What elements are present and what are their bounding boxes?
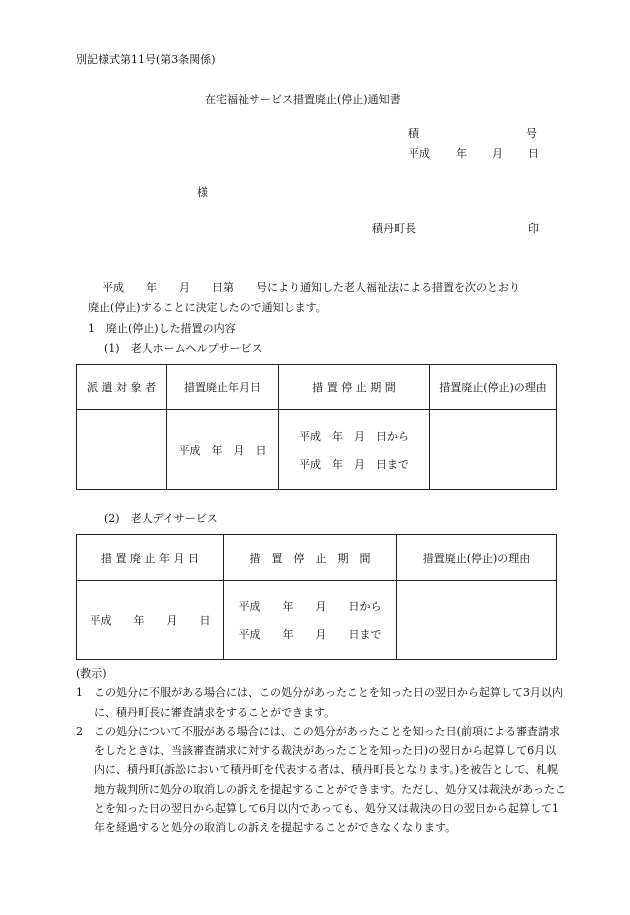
notice-paragraph-line2: 廃止(停止)することに決定したので通知します。: [88, 301, 327, 314]
date-day: 日: [528, 147, 539, 160]
header-abolition-date: 措置廃止年月日: [167, 365, 279, 410]
instruction-number: 1: [76, 686, 83, 700]
period-from: 平成 年 月 日から: [238, 600, 382, 613]
instruction-text: この処分に不服がある場合には、この処分があったことを知った日の翌日から起算して3月以内に、積丹町長に審査請求をすることができます。: [94, 686, 563, 719]
number-suffix: 号: [526, 127, 537, 140]
notice-paragraph-line1: 平成 年 月 日第 号により通知した老人福祉法による措置を次のとおり: [102, 281, 520, 294]
abolition-date-cell: 平成 年 月 日: [77, 581, 224, 660]
section-heading: 1 廃止(停止)した措置の内容: [88, 322, 236, 335]
number-prefix: 積: [408, 127, 419, 140]
abolition-date-cell: 平成 年 月 日: [167, 410, 279, 490]
instruction-item: [76, 683, 566, 722]
period-to: 平成 年 月 日まで: [238, 628, 382, 641]
header-suspension-period: 措 置 停 止 期 間: [279, 365, 430, 410]
header-reason: 措置廃止(停止)の理由: [397, 535, 557, 581]
header-dispatch-target: 派 遣 対 象 者: [77, 365, 167, 410]
header-suspension-period: 措 置 停 止 期 間: [224, 535, 397, 581]
table-homehelp: [76, 364, 557, 490]
table-header-row: [77, 365, 557, 410]
seal-mark: 印: [528, 222, 539, 235]
subsection-dayservice: (2) 老人デイサービス: [104, 512, 218, 525]
instruction-item: [76, 722, 566, 838]
table-dayservice: [76, 534, 557, 660]
addressee-suffix: 様: [197, 186, 208, 199]
suspension-period-cell: [279, 410, 430, 490]
issuer: 積丹町長: [372, 222, 416, 235]
table-row: [77, 410, 557, 490]
suspension-period-cell: [224, 581, 397, 660]
instruction-text: この処分について不服がある場合には、この処分があったことを知った日(前項による審査請求をしたときは、当該審査請求に対する裁決があったことを知った日)の翌日から起算して6月以内に、積丹町(訴訟において積丹町を代表する者は、積丹町長となります。)を被告として、札幌地方裁判所に処分の取消しの訴えを提起することができます。ただし、処分又は裁決があったことを知った日の翌日から起算して6月以内であっても、処分又は裁決の日の翌日から起算して1年を経過すると処分の取消しの訴えを提起することができなくなります。: [94, 724, 567, 835]
document-title: 在宅福祉サービス措置廃止(停止)通知書: [205, 93, 401, 106]
period-from: 平成 年 月 日から: [299, 429, 409, 443]
dispatch-target-cell: [77, 410, 167, 490]
period-to: 平成 年 月 日まで: [299, 457, 409, 471]
header-reason: 措置廃止(停止)の理由: [430, 365, 557, 410]
form-number: 別記様式第11号(第3条関係): [76, 53, 216, 66]
table-header-row: [77, 535, 557, 581]
date-month: 月: [492, 147, 503, 160]
date-era: 平成: [408, 147, 430, 160]
instructions-heading: (教示): [76, 667, 107, 680]
date-year: 年: [456, 147, 467, 160]
table-row: [77, 581, 557, 660]
reason-cell: [430, 410, 557, 490]
subsection-homehelp: (1) 老人ホームヘルプサービス: [104, 342, 263, 355]
instructions: [76, 664, 566, 838]
instruction-number: 2: [76, 724, 83, 738]
reason-cell: [397, 581, 557, 660]
header-abolition-date: 措 置 廃 止 年 月 日: [77, 535, 224, 581]
